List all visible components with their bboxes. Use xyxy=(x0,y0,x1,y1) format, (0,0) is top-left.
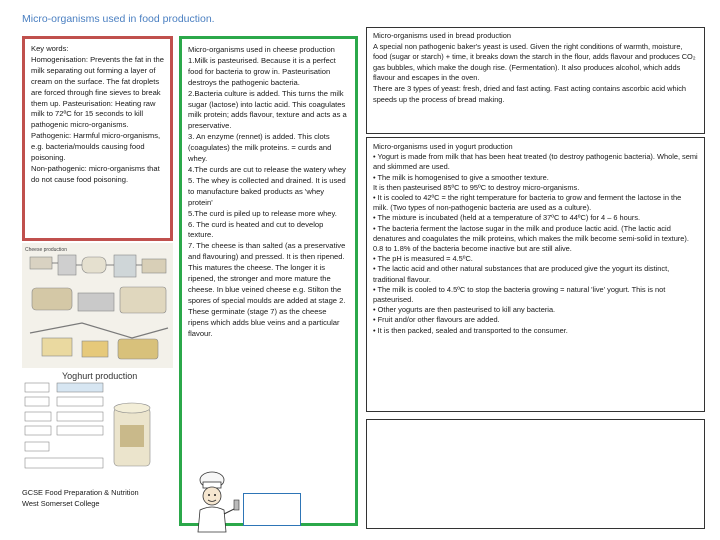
yogurt-point: It is then pasteurised 85ºC to 95ºC to destroy micro-organisms. xyxy=(373,182,580,192)
credit-course: GCSE Food Preparation & Nutrition xyxy=(22,488,139,497)
diagram1-label: Cheese production xyxy=(25,247,67,253)
chef-illustration xyxy=(188,470,243,535)
cheese-panel xyxy=(179,36,358,526)
credit-school: West Somerset College xyxy=(22,499,100,508)
blank-panel xyxy=(366,419,705,529)
cheese-text: Micro-organisms used in cheese production 1.Milk is pasteurised. Because it is a perfect food for bacteria to grow in. Pasteurisation destroys the pathogenic bacteria. 2.Bacteria culture is added. This turns the milk sugar (lactose) into lactic acid. This coagulates milk protein; adds flavour, texture and acts as a preservative. 3. An enzyme (rennet) is added. This clots (coagulates) the milk proteins. = curds and whey. 4.The curds are cut to release the watery whey 5. The whey is collected and drained. It is used to manufacture baked products as 'whey protein' 5.The curd is piled up to release more whey. 6. The curd is heated and cut to develop texture. 7. The cheese is than salted (as a preservative and flavouring) and pressed. It is then ripened. This matures the cheese. The longer it is ripened, the stronger and more mature the cheese. In blue veined cheese e.g. Stilton the spores of special moulds are added at stage 2. These germinate (stage 7) as the cheese ripens which adds blue veins and a particular flavour. xyxy=(188,45,347,338)
yogurt-production-diagram xyxy=(22,370,173,478)
bread-panel xyxy=(366,27,705,134)
bread-text: Micro-organisms used in bread production A special non pathogenic baker's yeast is used. Given the right conditions of warmth, moisture, food (sugar or starch) + time, it breaks down the starch in the flour, adds flavour and produces CO₂ gas bubbles, which make the dough rise. (Fermentation). It also produces alcohol, which adds flavour and escapes in the oven. There are 3 types of yeast: fresh, dried and fast acting. Fast acting contains ascorbic acid which speeds up the process of bread making. xyxy=(373,31,696,104)
credit-block xyxy=(22,487,139,509)
yogurt-point: • Yogurt is made from milk that has been heat treated (to destroy pathogenic bacteria). Whole, semi and skimmed are used. xyxy=(373,152,698,172)
yogurt-point: • Other yogurts are then pasteurised to kill any bacteria. xyxy=(373,305,556,315)
yogurt-point: • The lactic acid and other natural substances that are produced give the yogurt its distinct, traditional flavour. xyxy=(373,264,670,284)
yogurt-point: • It is cooled to 42ºC = the right temperature for bacteria to grow and ferment the lactose in the milk. (Two types of non-pathogenic bacteria are used as a culture). xyxy=(373,193,682,213)
yogurt-point: • Fruit and/or other flavours are added. xyxy=(373,315,500,325)
yogurt-point: • The bacteria ferment the lactose sugar in the milk and produce lactic acid. (The lactic acid denatures and coagulates the milk proteins, which makes the milk become semi-solid in texture). 0.8 to 1.8% of the bacteria become inactive but are still alive. xyxy=(373,223,689,254)
yogurt-heading: Micro-organisms used in yogurt production xyxy=(373,142,513,151)
small-blue-box xyxy=(243,493,301,526)
yogurt-point: • The mixture is incubated (held at a temperature of 37ºC to 44ºC) for 4 – 6 hours. xyxy=(373,213,641,223)
keywords-text: Key words: Homogenisation: Prevents the fat in the milk separating out forming a layer of cream on the surface. The fat droplets are forced through fine sieves to break them up. Pasteurisation: Heating raw milk to 72ºC for 15 seconds to kill pathogenic micro-organisms. Pathogenic: Harmful micro-organisms, e.g. bacteria/moulds causing food poisoning. Non-pathogenic: micro-organisms that do not cause food poisoning. xyxy=(31,44,164,184)
diagram2-label: Yoghurt production xyxy=(62,371,138,381)
yogurt-point: • The milk is homogenised to give a smoother texture. xyxy=(373,172,549,182)
yogurt-point: • The milk is cooled to 4.5ºC to stop the bacteria growing = natural 'live' yogurt. This is not pasteurised. xyxy=(373,284,666,305)
page-title: Micro-organisms used in food production. xyxy=(22,13,215,25)
yogurt-point: • It is then packed, sealed and transported to the consumer. xyxy=(373,325,568,335)
yogurt-point: • The pH is measured = 4.5ºC. xyxy=(373,254,473,264)
keywords-panel xyxy=(22,36,173,241)
cheese-production-diagram xyxy=(22,243,173,368)
yogurt-panel xyxy=(366,137,705,412)
